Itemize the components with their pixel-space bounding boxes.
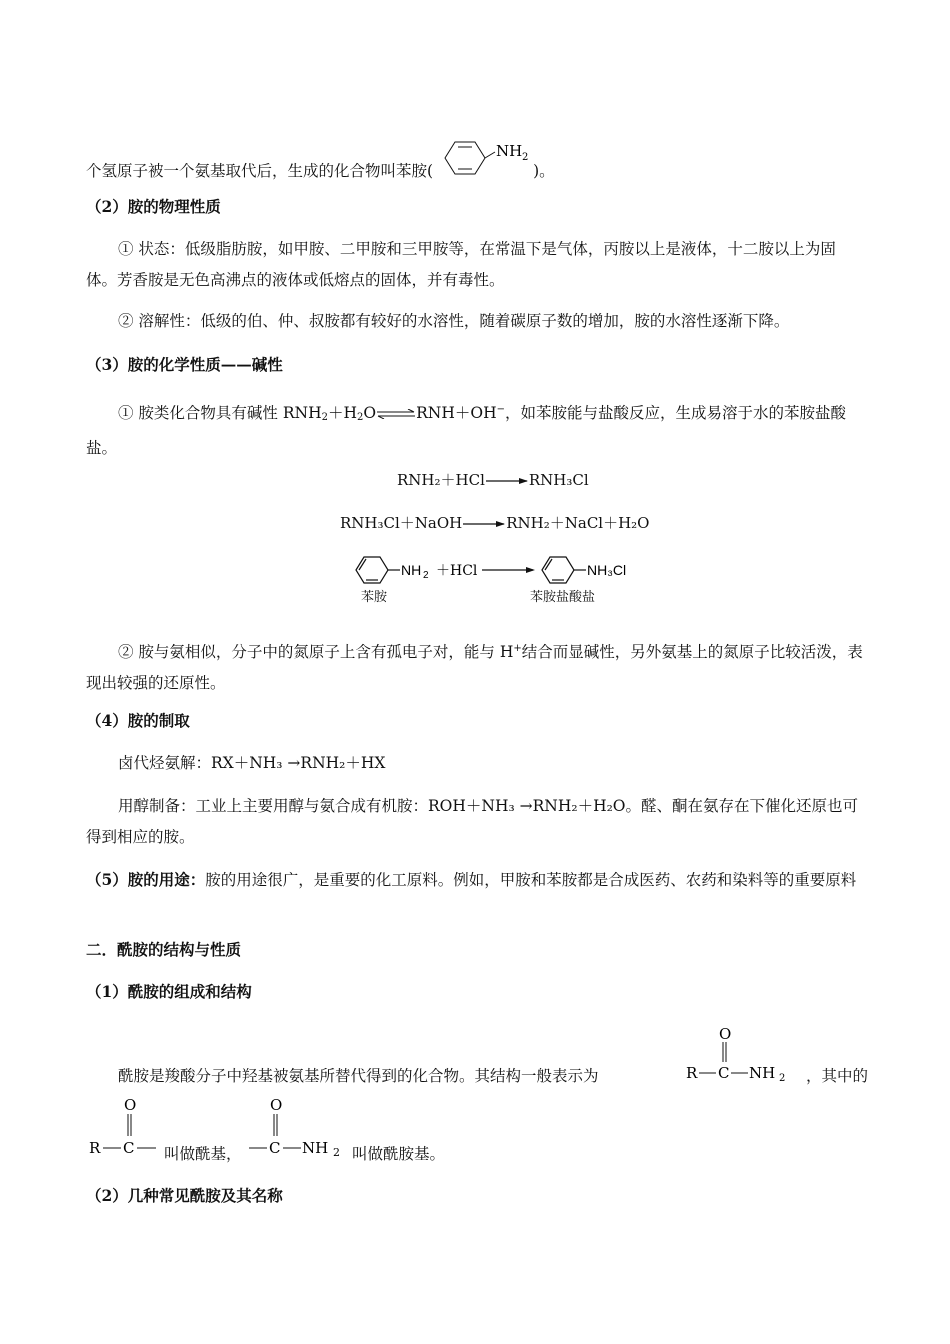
aniline-reaction-diagram: [350, 552, 640, 588]
equation-1-reactants: RNH₂＋HCl: [397, 471, 485, 489]
acyl-oxygen: O: [124, 1096, 137, 1114]
equilibrium-arrow-icon: [376, 409, 416, 419]
section-4-paragraph-2: 用醇制备：工业上主要用醇与氨合成有机胺：ROH＋NH₃ →RNH₂＋H₂O。醛、酮在氨存在下催化还原也可得到相应的胺。: [86, 797, 859, 846]
caption-aniline: 苯胺: [361, 590, 388, 605]
section-5-paragraph: [86, 864, 864, 896]
aniline-nh-label: NH: [496, 142, 523, 160]
reaction-arrow-icon: [462, 519, 506, 529]
acyl-carbon: C: [123, 1139, 135, 1157]
equation-2: [340, 512, 649, 534]
section-4-paragraph-1: 卤代烃氨解：RX＋NH₃ →RNH₂＋HX: [118, 754, 386, 772]
amide-definition-text: 酰胺是羧酸分子中羟基被氨基所替代得到的化合物。其结构一般表示为: [118, 1067, 599, 1085]
intro-paragraph: [86, 136, 864, 189]
benzene-ring-left: [356, 557, 400, 583]
section-2-paragraph-2: ② 溶解性：低级的伯、仲、叔胺都有较好的水溶性，随着碳原子数的增加，胺的水溶性逐渐下降。: [118, 312, 790, 330]
equation-1-products: RNH₃Cl: [528, 471, 589, 489]
amide-carbon: C: [269, 1139, 281, 1157]
equation-2-products: RNH₂＋NaCl＋H₂O: [506, 514, 650, 532]
equation-1: [397, 469, 589, 491]
amide-oxygen: O: [270, 1096, 283, 1114]
basicity-text-end: ，如苯胺能与盐酸反应，生成易溶于水的苯胺盐酸盐。: [86, 404, 846, 457]
benzene-ring-right: [542, 557, 586, 583]
acyl-r-group: R: [89, 1139, 101, 1157]
amide-general-formula: [686, 1022, 796, 1086]
hydrogen-ion-charge: +: [513, 643, 522, 654]
amide-nh-sub: 2: [333, 1146, 340, 1159]
acyl-group-formula: [86, 1092, 166, 1164]
anilinium-chloride-label: NH₃Cl: [587, 562, 627, 578]
part-2-sub-2-heading: （2）几种常见酰胺及其名称: [86, 1186, 283, 1205]
lone-pair-text-end: 结合而显碱性，另外氨基上的氮原子比较活泼，表现出较强的还原性。: [86, 643, 863, 692]
section-3-paragraph-1: [86, 394, 864, 464]
aniline-structure: [433, 136, 533, 180]
formula-carbon: C: [718, 1064, 730, 1082]
amide-nh: NH: [302, 1139, 329, 1157]
aniline-nh-sub: 2: [522, 152, 529, 163]
formula-oxygen: O: [719, 1025, 732, 1043]
reaction-arrow-icon: [485, 476, 529, 486]
equation-2-reactants: RNH₃Cl＋NaOH: [340, 514, 463, 532]
section-2-paragraph-1: ① 状态：低级脂肪胺，如甲胺、二甲胺和三甲胺等，在常温下是气体，丙胺以上是液体，十二胺以上为固体。芳香胺是无色高沸点的液体或低熔点的固体，并有毒性。: [86, 240, 836, 289]
acyl-group-caption: 叫做酰基，: [164, 1145, 242, 1163]
formula-nh: NH: [749, 1064, 776, 1082]
basicity-text-start: ① 胺类化合物具有碱性: [118, 404, 283, 422]
reaction-arrow-icon: [482, 567, 535, 573]
section-5-text: 胺的用途很广，是重要的化工原料。例如，甲胺和苯胺都是合成医药、农药和染料等的重要原料: [205, 871, 857, 889]
amide-group-caption: 叫做酰胺基。: [352, 1145, 446, 1163]
formula-r-group: R: [686, 1064, 698, 1082]
equilibrium-equation: $RNH_2+H_2O$ RNH＋OH−: [282, 404, 505, 423]
amide-group-formula: [246, 1092, 356, 1164]
formula-nh-sub: 2: [779, 1073, 786, 1084]
amide-definition-end: ，其中的: [806, 1067, 869, 1085]
intro-text-before: 个氢原子被一个氨基取代后，生成的化合物叫苯胺(: [86, 162, 434, 180]
amide-definition-line: [118, 1064, 599, 1088]
intro-text-after: )。: [533, 162, 555, 180]
section-4-heading: （4）胺的制取: [86, 711, 190, 730]
section-3-heading: （3）胺的化学性质——碱性: [86, 355, 283, 374]
section-5-heading: （5）胺的用途：: [86, 870, 206, 889]
section-3-paragraph-2: [86, 633, 864, 699]
part-2-heading: 二．酰胺的结构与性质: [86, 940, 242, 959]
aniline-nh2-sub: 2: [423, 570, 429, 581]
plus-hcl-label: ＋HCl: [436, 563, 478, 579]
aniline-nh2-label: NH: [401, 562, 422, 578]
caption-aniline-hydrochloride: 苯胺盐酸盐: [530, 590, 596, 605]
lone-pair-text-start: ② 胺与氨相似，分子中的氮原子上含有孤电子对，能与 H: [118, 643, 514, 661]
part-2-sub-1-heading: （1）酰胺的组成和结构: [86, 982, 252, 1001]
section-2-heading: （2）胺的物理性质: [86, 197, 221, 216]
